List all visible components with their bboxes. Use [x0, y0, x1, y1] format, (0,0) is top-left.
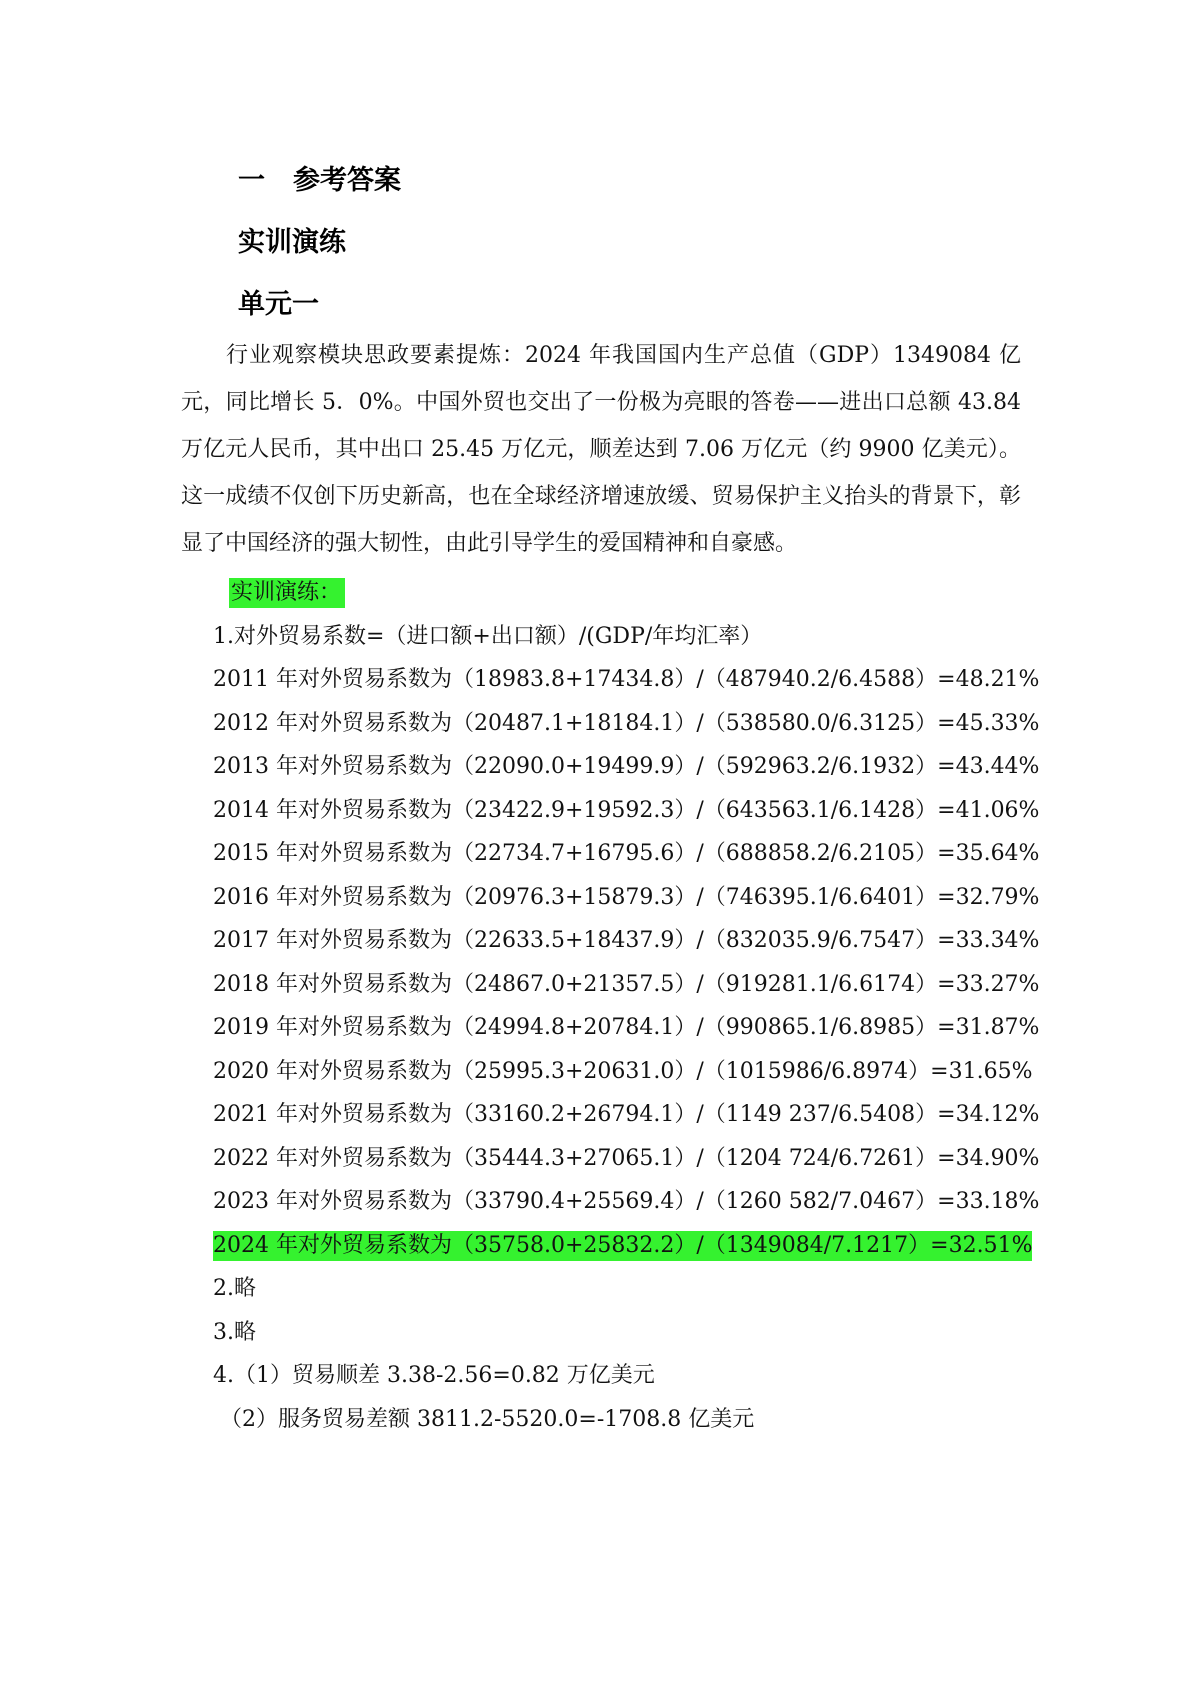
coefficient-row-2024-highlighted: 2024 年对外贸易系数为（35758.0+25832.2）/（1349084/7.1217）=32.51% [213, 1231, 1032, 1261]
item-3: 3.略 [213, 1320, 256, 1345]
coefficient-row-2012: 2012 年对外贸易系数为（20487.1+18184.1）/（538580.0/6.3125）=45.33% [213, 711, 1040, 736]
formula-line: 1.对外贸易系数=（进口额+出口额）/(GDP/年均汇率） [213, 624, 763, 649]
coefficient-row-2017: 2017 年对外贸易系数为（22633.5+18437.9）/（832035.9/6.7547）=33.34% [213, 928, 1040, 953]
coefficient-row-2018: 2018 年对外贸易系数为（24867.0+21357.5）/（919281.1/6.6174）=33.27% [213, 972, 1040, 997]
section-label-highlighted: 实训演练： [229, 578, 345, 608]
section-title: 参考答案 [293, 165, 401, 196]
coefficient-row-2014: 2014 年对外贸易系数为（23422.9+19592.3）/（643563.1/6.1428）=41.06% [213, 798, 1040, 823]
intro-paragraph: 行业观察模块思政要素提炼：2024 年我国国内生产总值（GDP）1349084 亿元，同比增长 5．0%。中国外贸也交出了一份极为亮眼的答卷——进出口总额 43.84 万亿元人民币，其中出口 25.45 万亿元，顺差达到 7.06 万亿元（约 9900 亿美元）。这一成绩不仅创下历史新高，也在全球经济增速放缓、贸易保护主义抬头的背景下，彰显了中国经济的强大韧性，由此引导学生的爱国精神和自豪感。 [181, 343, 1021, 556]
subheading: 实训演练 [238, 227, 346, 258]
coefficient-row-2015: 2015 年对外贸易系数为（22734.7+16795.6）/（688858.2/6.2105）=35.64% [213, 841, 1040, 866]
coefficient-row-2020: 2020 年对外贸易系数为（25995.3+20631.0）/（1015986/6.8974）=31.65% [213, 1059, 1033, 1084]
item-4-part-2: （2）服务贸易差额 3811.2-5520.0=-1708.8 亿美元 [220, 1407, 755, 1432]
section-heading [238, 158, 401, 197]
coefficient-row-2021: 2021 年对外贸易系数为（33160.2+26794.1）/（1149 237/6.5408）=34.12% [213, 1102, 1040, 1127]
coefficient-row-2022: 2022 年对外贸易系数为（35444.3+27065.1）/（1204 724/6.7261）=34.90% [213, 1146, 1040, 1171]
item-4-part-1: 4.（1）贸易顺差 3.38-2.56=0.82 万亿美元 [213, 1363, 655, 1388]
unit-title: 单元一 [238, 289, 319, 320]
section-number: 一 [238, 165, 265, 196]
coefficient-row-2023: 2023 年对外贸易系数为（33790.4+25569.4）/（1260 582/7.0467）=33.18% [213, 1189, 1040, 1214]
coefficient-row-2013: 2013 年对外贸易系数为（22090.0+19499.9）/（592963.2/6.1932）=43.44% [213, 754, 1040, 779]
coefficient-row-2016: 2016 年对外贸易系数为（20976.3+15879.3）/（746395.1/6.6401）=32.79% [213, 885, 1040, 910]
coefficient-row-2011: 2011 年对外贸易系数为（18983.8+17434.8）/（487940.2/6.4588）=48.21% [213, 667, 1040, 692]
item-2: 2.略 [213, 1276, 256, 1301]
coefficient-row-2019: 2019 年对外贸易系数为（24994.8+20784.1）/（990865.1/6.8985）=31.87% [213, 1015, 1040, 1040]
